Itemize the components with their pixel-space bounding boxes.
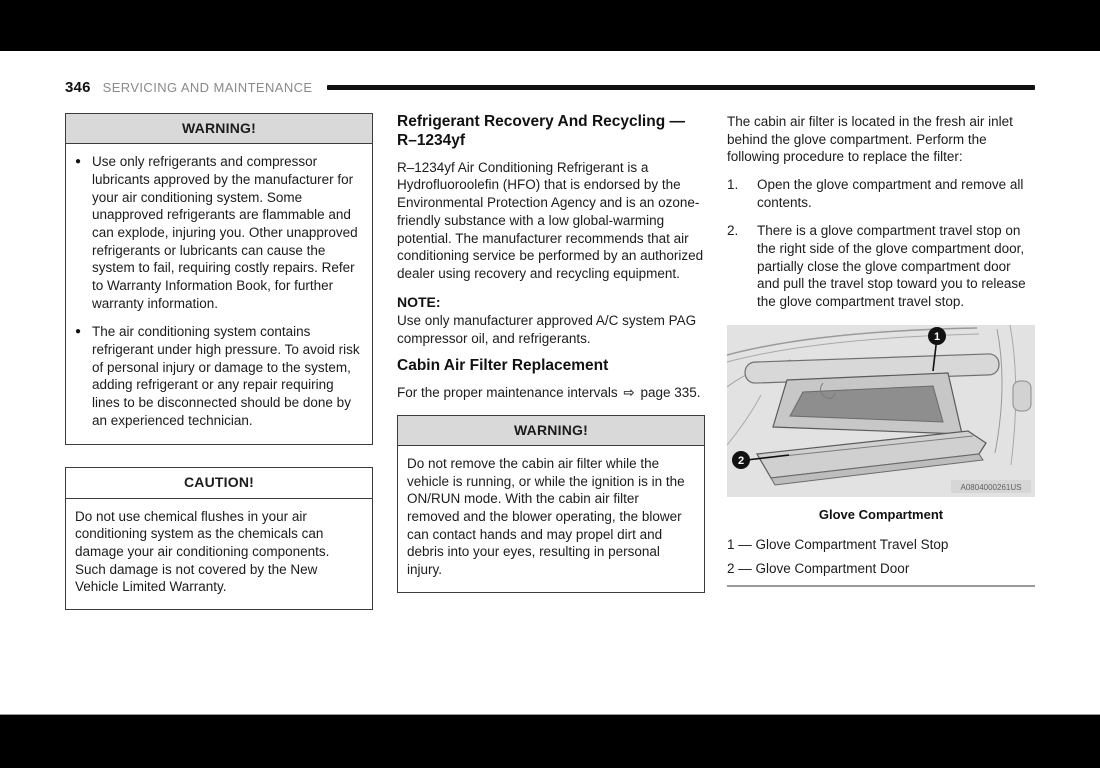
glove-compartment-illustration [727,325,1035,497]
intervals-page-ref: page 335. [640,385,701,401]
page-section-title: SERVICING AND MAINTENANCE [102,80,313,95]
warning-box-cabin-filter [397,415,705,593]
step-number: 2. [727,223,739,239]
bullet-icon: ● [75,156,82,168]
warning-box-body [66,144,372,444]
legend-item: 1 — Glove Compartment Travel Stop [727,536,949,552]
figure-watermark-code: A0804000261US [960,482,1022,492]
step-text: There is a glove compartment travel stop on the right side of the glove compartment door, partially close the glove compartment door and pull the travel stop toward you to release the glove compartment travel stop. [757,223,1026,310]
legend-item: 2 — Glove Compartment Door [727,561,910,577]
note-label: NOTE: [397,293,441,310]
warning-box-title: WARNING! [398,416,704,446]
page-number: 346 [65,79,91,96]
column-left [65,113,373,632]
caution-box-title: CAUTION! [66,468,372,498]
column-middle [397,113,705,615]
warning-box-body [398,446,704,592]
page-reference-arrow-icon: ⇨ [623,385,635,401]
caution-box-text: Do not use chemical flushes in your air conditioning system as the chemicals can damage your air conditioning components. Such damage is not covered by the New Vehicle Limited Warranty. [75,508,330,595]
legend-divider [727,585,1035,587]
maintenance-intervals-line [397,384,705,402]
procedure-step [727,222,1035,310]
figure-caption: Glove Compartment [818,506,944,522]
procedure-step [727,176,1035,211]
glove-compartment-figure [727,325,1035,523]
step-number: 1. [727,177,739,193]
section-title-cabin-air-filter: Cabin Air Filter Replacement [397,357,609,375]
refrigerant-paragraph: R–1234yf Air Conditioning Refrigerant is a Hydrofluoroolefin (HFO) that is endorsed by the Environmental Protection Agency and is an ozone-friendly substance with a low global-warming potential. The manufacturer recommends that air conditioning service be performed by an authorized dealer using recovery and recycling equipment. [397,159,704,281]
step-text: Open the glove compartment and remove all contents. [757,177,1024,210]
page-header [65,79,1035,96]
cabin-filter-intro: The cabin air filter is located in the fresh air inlet behind the glove compartment. Perform the following procedure to replace the filter: [727,114,1013,165]
header-rule [327,85,1036,90]
callout-2-number: 2 [737,454,745,467]
warning-box-text: Do not remove the cabin air filter while the vehicle is running, or while the ignition is in the ON/RUN mode. With the cabin air filter removed and the blower operating, the blower can contact hands and may propel dirt and debris into your eyes, resulting in personal injury. [407,456,685,578]
intervals-text: For the proper maintenance intervals [397,385,618,401]
caution-box-chemical-flushes [65,467,373,610]
column-right [727,113,1035,587]
warning-bullet [75,153,363,312]
warning-bullet-text: The air conditioning system contains refrigerant under high pressure. To avoid risk of personal injury or damage to the system, adding refrigerant or any repair requiring lines to be disconnected should be done by an experienced technician. [92,324,360,428]
caution-box-body [66,499,372,609]
callout-1-number: 1 [933,330,941,343]
manual-page [0,51,1100,715]
figure-legend [727,536,1035,587]
warning-bullet-text: Use only refrigerants and compressor lubricants approved by the manufacturer for your air conditioning system. Some unapproved refrigerants are flammable and can explode, injuring you. Other unapproved refrigerants or lubricants can cause the system to fail, requiring costly repairs. Refer to Warranty Information Book, for further warranty information. [92,154,358,311]
warning-box-title: WARNING! [66,114,372,144]
warning-box-refrigerant [65,113,373,445]
bullet-icon: ● [75,326,82,338]
warning-bullet [75,323,363,429]
section-title-refrigerant-recovery: Refrigerant Recovery And Recycling — R–1234yf [397,113,685,149]
note-text: Use only manufacturer approved A/C system PAG compressor oil, and refrigerants. [397,312,697,346]
